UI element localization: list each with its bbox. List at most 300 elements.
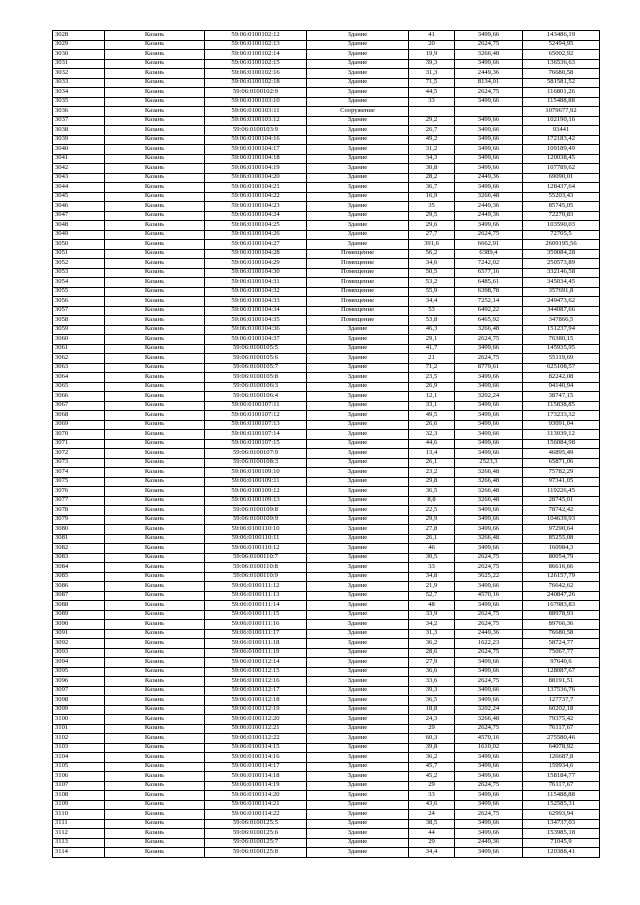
table-row: [53, 715, 600, 725]
cell-object-type: Здание: [307, 544, 409, 554]
cell-cadastral-value: 240847,26: [523, 591, 600, 601]
cell-row-number: 3095: [53, 667, 105, 677]
table-row: [53, 392, 600, 402]
cell-cadastral-value: 76642,62: [523, 582, 600, 592]
cell-area: 56,2: [409, 249, 455, 259]
cell-object-type: Здание: [307, 97, 409, 107]
cell-object-type: Здание: [307, 819, 409, 829]
cell-cadastral-number: 59:06:0100107:15: [205, 439, 307, 449]
cell-row-number: 3099: [53, 705, 105, 715]
cell-city: Казань: [105, 515, 205, 525]
cell-cadastral-number: 59:06:0100106:3: [205, 382, 307, 392]
cell-unit-price: 2624,75: [455, 620, 523, 630]
cell-cadastral-value: 159934,6: [523, 762, 600, 772]
cell-city: Казань: [105, 230, 205, 240]
cell-city: Казань: [105, 164, 205, 174]
cell-unit-price: 2624,75: [455, 724, 523, 734]
cell-area: 29,2: [409, 116, 455, 126]
cell-row-number: 3042: [53, 164, 105, 174]
cell-unit-price: 8779,61: [455, 363, 523, 373]
cell-area: 19,9: [409, 50, 455, 60]
cell-city: Казань: [105, 667, 205, 677]
cell-city: Казань: [105, 287, 205, 297]
cell-cadastral-number: 59:06:0100107:9: [205, 449, 307, 459]
cell-cadastral-number: 59:06:0100102:13: [205, 40, 307, 50]
cell-object-type: Здание: [307, 335, 409, 345]
cell-cadastral-value: 71045,9: [523, 838, 600, 848]
cell-area: 21: [409, 354, 455, 364]
table-row: [53, 297, 600, 307]
cell-city: Казань: [105, 772, 205, 782]
cell-area: 43,6: [409, 800, 455, 810]
cell-cadastral-number: 59:06:0100107:11: [205, 401, 307, 411]
cell-cadastral-number: 59:06:0100104:27: [205, 240, 307, 250]
cell-unit-price: 3499,66: [455, 401, 523, 411]
cell-city: Казань: [105, 430, 205, 440]
cell-cadastral-value: 60202,18: [523, 705, 600, 715]
cell-unit-price: 2624,75: [455, 677, 523, 687]
cell-city: Казань: [105, 126, 205, 136]
cell-city: Казань: [105, 211, 205, 221]
cell-row-number: 3028: [53, 31, 105, 41]
cell-row-number: 3069: [53, 420, 105, 430]
cell-cadastral-number: 59:06:0100110:8: [205, 563, 307, 573]
cell-unit-price: 2624,75: [455, 335, 523, 345]
cell-cadastral-number: 59:06:0100114:18: [205, 772, 307, 782]
cell-row-number: 3035: [53, 97, 105, 107]
cell-city: Казань: [105, 762, 205, 772]
cell-unit-price: 3499,66: [455, 449, 523, 459]
cell-cadastral-value: 79375,42: [523, 715, 600, 725]
cell-area: 44,5: [409, 88, 455, 98]
cell-row-number: 3113: [53, 838, 105, 848]
cell-city: Казань: [105, 715, 205, 725]
cell-city: Казань: [105, 800, 205, 810]
cell-object-type: Здание: [307, 724, 409, 734]
cell-object-type: Здание: [307, 430, 409, 440]
cell-city: Казань: [105, 192, 205, 202]
table-row: [53, 734, 600, 744]
table-row: [53, 59, 600, 69]
cell-unit-price: 3499,66: [455, 506, 523, 516]
cell-cadastral-value: 85745,05: [523, 202, 600, 212]
cell-cadastral-number: 59:06:0100110:11: [205, 534, 307, 544]
cell-cadastral-number: 59:06:0100110:10: [205, 525, 307, 535]
cell-unit-price: 3266,48: [455, 496, 523, 506]
cell-row-number: 3050: [53, 240, 105, 250]
table-row: [53, 658, 600, 668]
cell-city: Казань: [105, 69, 205, 79]
cell-object-type: Здание: [307, 620, 409, 630]
cell-object-type: Здание: [307, 705, 409, 715]
cell-cadastral-value: 107789,62: [523, 164, 600, 174]
cell-row-number: 3048: [53, 221, 105, 231]
cell-cadastral-number: 59:06:0100107:14: [205, 430, 307, 440]
cell-cadastral-value: 72705,5: [523, 230, 600, 240]
table-row: [53, 610, 600, 620]
cell-row-number: 3047: [53, 211, 105, 221]
cell-row-number: 3075: [53, 477, 105, 487]
cell-cadastral-number: 59:06:0100104:31: [205, 278, 307, 288]
cell-city: Казань: [105, 496, 205, 506]
cell-cadastral-value: 103590,03: [523, 221, 600, 231]
cell-unit-price: 1622,23: [455, 639, 523, 649]
cell-object-type: Здание: [307, 240, 409, 250]
cell-row-number: 3065: [53, 382, 105, 392]
cell-row-number: 3083: [53, 553, 105, 563]
cell-object-type: Здание: [307, 743, 409, 753]
cell-area: 36,2: [409, 639, 455, 649]
cell-cadastral-number: 59:06:0100114:22: [205, 810, 307, 820]
cell-cadastral-value: 88978,93: [523, 610, 600, 620]
cell-object-type: Здание: [307, 468, 409, 478]
cell-row-number: 3111: [53, 819, 105, 829]
cell-unit-price: 6465,92: [455, 316, 523, 326]
cell-row-number: 3096: [53, 677, 105, 687]
cell-city: Казань: [105, 829, 205, 839]
cell-unit-price: 3499,66: [455, 515, 523, 525]
cell-object-type: Здание: [307, 449, 409, 459]
cell-area: 71,5: [409, 78, 455, 88]
cell-cadastral-number: 59:06:0100111:12: [205, 582, 307, 592]
table-row: [53, 496, 600, 506]
cell-area: 23,2: [409, 468, 455, 478]
cell-row-number: 3057: [53, 306, 105, 316]
cell-unit-price: 2624,75: [455, 563, 523, 573]
cell-cadastral-number: 59:06:0100106:4: [205, 392, 307, 402]
cell-cadastral-value: 115488,88: [523, 791, 600, 801]
cell-unit-price: 3499,66: [455, 696, 523, 706]
table-row: [53, 373, 600, 383]
cell-cadastral-value: 158184,77: [523, 772, 600, 782]
table-row: [53, 696, 600, 706]
cell-object-type: Здание: [307, 477, 409, 487]
cell-object-type: Здание: [307, 230, 409, 240]
table-row: [53, 344, 600, 354]
cell-area: 29: [409, 724, 455, 734]
cell-cadastral-value: 152585,31: [523, 800, 600, 810]
table-row: [53, 515, 600, 525]
cell-cadastral-value: 86616,66: [523, 563, 600, 573]
cell-unit-price: 3499,66: [455, 135, 523, 145]
cell-row-number: 3029: [53, 40, 105, 50]
cell-cadastral-value: 97290,64: [523, 525, 600, 535]
cell-unit-price: 3499,66: [455, 686, 523, 696]
table-row: [53, 192, 600, 202]
cell-cadastral-value: 65871,06: [523, 458, 600, 468]
table-row: [53, 772, 600, 782]
cell-city: Казань: [105, 50, 205, 60]
table-row: [53, 382, 600, 392]
cell-row-number: 3031: [53, 59, 105, 69]
cell-object-type: Здание: [307, 658, 409, 668]
cell-city: Казань: [105, 838, 205, 848]
table-row: [53, 107, 600, 117]
cell-object-type: Здание: [307, 382, 409, 392]
cell-unit-price: 2624,75: [455, 88, 523, 98]
cell-unit-price: 3499,66: [455, 221, 523, 231]
cell-cadastral-number: 59:06:0100108:3: [205, 458, 307, 468]
cell-city: Казань: [105, 221, 205, 231]
cell-cadastral-value: 38747,15: [523, 392, 600, 402]
cell-unit-price: 3266,48: [455, 325, 523, 335]
cell-row-number: 3081: [53, 534, 105, 544]
cell-unit-price: 2449,36: [455, 211, 523, 221]
cell-object-type: Здание: [307, 40, 409, 50]
cell-cadastral-value: 145935,95: [523, 344, 600, 354]
cell-city: Казань: [105, 31, 205, 41]
cell-area: 26,1: [409, 534, 455, 544]
cell-object-type: Здание: [307, 610, 409, 620]
cell-row-number: 3086: [53, 582, 105, 592]
cell-cadastral-value: 275580,46: [523, 734, 600, 744]
cell-cadastral-number: 59:06:0100114:17: [205, 762, 307, 772]
cell-cadastral-value: 55119,69: [523, 354, 600, 364]
cell-cadastral-number: 59:06:0100112:22: [205, 734, 307, 744]
cell-object-type: Здание: [307, 800, 409, 810]
cell-row-number: 3071: [53, 439, 105, 449]
cell-row-number: 3058: [53, 316, 105, 326]
cell-object-type: Помещение: [307, 278, 409, 288]
cell-city: Казань: [105, 506, 205, 516]
cell-row-number: 3033: [53, 78, 105, 88]
cell-unit-price: 3499,66: [455, 829, 523, 839]
cell-object-type: Здание: [307, 202, 409, 212]
cell-row-number: 3079: [53, 515, 105, 525]
cell-object-type: Здание: [307, 145, 409, 155]
cell-unit-price: 3499,66: [455, 601, 523, 611]
cell-city: Казань: [105, 525, 205, 535]
cell-area: 36,5: [409, 696, 455, 706]
cell-city: Казань: [105, 449, 205, 459]
cell-row-number: 3053: [53, 268, 105, 278]
table-row: [53, 743, 600, 753]
cell-area: 30,8: [409, 164, 455, 174]
table-row: [53, 781, 600, 791]
cell-object-type: Здание: [307, 363, 409, 373]
registry-table: [52, 30, 600, 858]
cell-unit-price: 2449,36: [455, 838, 523, 848]
cell-area: 34,4: [409, 297, 455, 307]
cell-cadastral-number: 59:06:0100110:7: [205, 553, 307, 563]
cell-object-type: Здание: [307, 753, 409, 763]
cell-cadastral-number: 59:06:0100104:18: [205, 154, 307, 164]
cell-cadastral-number: 59:06:0100125:6: [205, 829, 307, 839]
cell-unit-price: 2624,75: [455, 40, 523, 50]
cell-city: Казань: [105, 316, 205, 326]
cell-row-number: 3089: [53, 610, 105, 620]
cell-unit-price: 6485,61: [455, 278, 523, 288]
cell-area: 29: [409, 781, 455, 791]
cell-unit-price: 3499,66: [455, 145, 523, 155]
cell-cadastral-value: 76680,58: [523, 629, 600, 639]
cell-cadastral-number: 59:06:0100102:18: [205, 78, 307, 88]
cell-object-type: Здание: [307, 563, 409, 573]
cell-cadastral-value: 89766,36: [523, 620, 600, 630]
cell-row-number: 3061: [53, 344, 105, 354]
cell-city: Казань: [105, 439, 205, 449]
cell-object-type: Здание: [307, 354, 409, 364]
cell-unit-price: 3266,48: [455, 715, 523, 725]
cell-cadastral-number: 59:06:0100104:16: [205, 135, 307, 145]
cell-area: 30,5: [409, 553, 455, 563]
cell-cadastral-number: 59:06:0100103:9: [205, 126, 307, 136]
cell-row-number: 3063: [53, 363, 105, 373]
cell-city: Казань: [105, 202, 205, 212]
cell-cadastral-value: 136536,63: [523, 59, 600, 69]
cell-object-type: Здание: [307, 591, 409, 601]
table-row: [53, 306, 600, 316]
cell-unit-price: 2624,75: [455, 354, 523, 364]
cell-unit-price: 3499,66: [455, 791, 523, 801]
table-row: [53, 230, 600, 240]
cell-object-type: Здание: [307, 69, 409, 79]
cell-area: 27,7: [409, 230, 455, 240]
cell-city: Казань: [105, 534, 205, 544]
cell-area: 16,9: [409, 192, 455, 202]
cell-object-type: Здание: [307, 173, 409, 183]
cell-cadastral-value: 78742,42: [523, 506, 600, 516]
cell-cadastral-number: 59:06:0100110:12: [205, 544, 307, 554]
cell-city: Казань: [105, 40, 205, 50]
cell-city: Казань: [105, 325, 205, 335]
cell-area: 21,9: [409, 582, 455, 592]
cell-city: Казань: [105, 411, 205, 421]
table-row: [53, 31, 600, 41]
cell-unit-price: 3625,22: [455, 572, 523, 582]
cell-cadastral-number: 59:06:0100103:12: [205, 116, 307, 126]
cell-unit-price: 2624,75: [455, 553, 523, 563]
cell-row-number: 3110: [53, 810, 105, 820]
cell-cadastral-number: 59:06:0100112:16: [205, 677, 307, 687]
cell-cadastral-value: 143486,19: [523, 31, 600, 41]
table-row: [53, 154, 600, 164]
cell-row-number: 3078: [53, 506, 105, 516]
cell-object-type: Здание: [307, 781, 409, 791]
cell-row-number: 3093: [53, 648, 105, 658]
cell-row-number: 3037: [53, 116, 105, 126]
table-row: [53, 411, 600, 421]
cell-city: Казань: [105, 629, 205, 639]
cell-cadastral-number: 59:06:0100112:17: [205, 686, 307, 696]
cell-object-type: Здание: [307, 50, 409, 60]
cell-row-number: 3066: [53, 392, 105, 402]
cell-row-number: 3098: [53, 696, 105, 706]
table-row: [53, 477, 600, 487]
table-row: [53, 753, 600, 763]
cell-unit-price: 2624,75: [455, 810, 523, 820]
table-row: [53, 563, 600, 573]
cell-row-number: 3105: [53, 762, 105, 772]
cell-row-number: 3046: [53, 202, 105, 212]
cell-cadastral-number: 59:06:0100103:11: [205, 107, 307, 117]
cell-cadastral-number: 59:06:0100114:19: [205, 781, 307, 791]
cell-area: 55,9: [409, 287, 455, 297]
cell-object-type: Здание: [307, 762, 409, 772]
table-row: [53, 50, 600, 60]
cell-cadastral-value: 58724,77: [523, 639, 600, 649]
cell-object-type: Здание: [307, 734, 409, 744]
cell-unit-price: 2624,75: [455, 781, 523, 791]
table-row: [53, 335, 600, 345]
cell-object-type: Здание: [307, 411, 409, 421]
cell-cadastral-value: 137536,76: [523, 686, 600, 696]
cell-cadastral-number: 59:06:0100111:18: [205, 639, 307, 649]
cell-area: 34,2: [409, 620, 455, 630]
cell-unit-price: 2449,36: [455, 69, 523, 79]
cell-cadastral-value: 581581,52: [523, 78, 600, 88]
cell-object-type: Здание: [307, 420, 409, 430]
cell-cadastral-value: 104639,93: [523, 515, 600, 525]
cell-city: Казань: [105, 335, 205, 345]
cell-object-type: Здание: [307, 458, 409, 468]
cell-cadastral-value: 97341,05: [523, 477, 600, 487]
cell-unit-price: 2449,36: [455, 629, 523, 639]
cell-cadastral-value: 82242,08: [523, 373, 600, 383]
cell-city: Казань: [105, 373, 205, 383]
cell-unit-price: 7252,14: [455, 297, 523, 307]
cell-area: 12,1: [409, 392, 455, 402]
table-row: [53, 401, 600, 411]
cell-cadastral-number: 59:06:0100112:18: [205, 696, 307, 706]
cell-row-number: 3049: [53, 230, 105, 240]
table-row: [53, 525, 600, 535]
table-row: [53, 78, 600, 88]
table-row: [53, 202, 600, 212]
table-row: [53, 629, 600, 639]
cell-area: 45,7: [409, 762, 455, 772]
cell-row-number: 3088: [53, 601, 105, 611]
cell-area: 26,9: [409, 382, 455, 392]
cell-area: 26,6: [409, 420, 455, 430]
cell-row-number: 3080: [53, 525, 105, 535]
cell-cadastral-number: 59:06:0100102:15: [205, 59, 307, 69]
cell-city: Казань: [105, 354, 205, 364]
cell-area: 18,8: [409, 705, 455, 715]
cell-object-type: Сооружение: [307, 107, 409, 117]
cell-unit-price: 3499,66: [455, 164, 523, 174]
cell-city: Казань: [105, 363, 205, 373]
cell-area: 31,3: [409, 69, 455, 79]
cell-unit-price: 6577,16: [455, 268, 523, 278]
cell-cadastral-value: 80054,79: [523, 553, 600, 563]
cell-unit-price: 3499,66: [455, 116, 523, 126]
cell-city: Казань: [105, 173, 205, 183]
cell-unit-price: 3499,66: [455, 819, 523, 829]
cell-cadastral-number: 59:06:0100109:13: [205, 496, 307, 506]
table-row: [53, 572, 600, 582]
cell-cadastral-number: 59:06:0100111:13: [205, 591, 307, 601]
table-row: [53, 791, 600, 801]
cell-row-number: 3034: [53, 88, 105, 98]
cell-cadastral-value: 625108,57: [523, 363, 600, 373]
cell-cadastral-value: 76117,67: [523, 781, 600, 791]
cell-area: 53,8: [409, 316, 455, 326]
cell-city: Казань: [105, 601, 205, 611]
cell-cadastral-number: 59:06:0100104:19: [205, 164, 307, 174]
cell-city: Казань: [105, 344, 205, 354]
cell-cadastral-number: 59:06:0100104:32: [205, 287, 307, 297]
cell-cadastral-value: 75782,29: [523, 468, 600, 478]
cell-row-number: 3076: [53, 487, 105, 497]
cell-cadastral-value: 128087,67: [523, 667, 600, 677]
cell-cadastral-number: 59:06:0100114:21: [205, 800, 307, 810]
cell-object-type: Помещение: [307, 297, 409, 307]
cell-cadastral-number: 59:06:0100125:7: [205, 838, 307, 848]
cell-row-number: 3059: [53, 325, 105, 335]
cell-area: 13,4: [409, 449, 455, 459]
cell-area: 39,8: [409, 743, 455, 753]
